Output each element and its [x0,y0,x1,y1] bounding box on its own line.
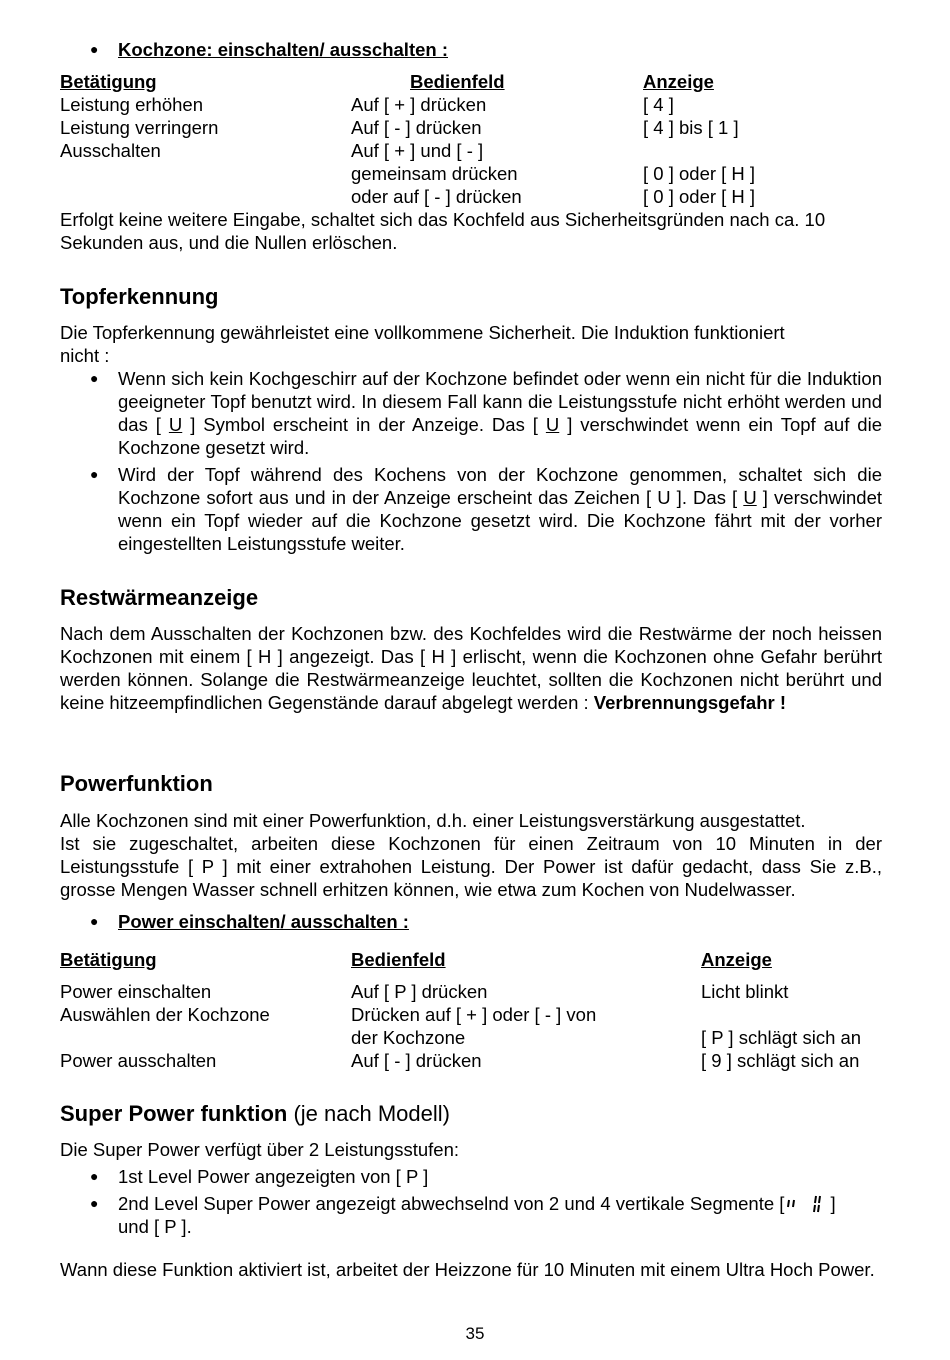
table-cell: [ 9 ] schlägt sich an [701,1050,860,1071]
heading-topferkennung: Topferkennung [60,284,219,309]
topf-intro: nicht : [60,345,110,366]
kochzone-bullet-title: Kochzone: einschalten/ ausschalten : [118,39,448,60]
table-cell: Auf [ - ] drücken [351,1050,482,1071]
vertical-segments-icon [784,1194,830,1216]
table-cell: Licht blinkt [701,981,789,1002]
restwaerme-paragraph: Nach dem Ausschalten der Kochzonen bzw. des Kochfeldes wird die Restwärme der noch heissen Kochzonen mit einem [ H ] angezeigt. Das [ H ] erlischt, wenn die Kochzonen ohne Gefahr berührt werden können. Solange die Restwärmeanzeige leuchtet, sollten die Kochzonen nicht berührt und keine hitzeempfindlichen Gegenstände darauf abgelegt werden : Verbrennungsgefahr ! [60,623,882,713]
safety-note-line: Sekunden aus, und die Nullen erlöschen. [60,232,398,253]
table-cell: gemeinsam drücken [351,163,518,184]
table-cell: [ 4 ] [643,94,674,115]
col-header-bedienfeld: Bedienfeld [351,949,446,970]
col-header-bedienfeld: Bedienfeld [410,71,505,92]
table-cell: Auf [ P ] drücken [351,981,488,1002]
bullet-icon: ● [90,913,99,929]
topf-bullet-1: Wenn sich kein Kochgeschirr auf der Kochzone befindet oder wenn ein nicht für die Induktion geeigneter Topf benutzt wird. In diesem Fall kann die Leistungsstufe nicht erhöht werden und das [ U ] Symbol erscheint in der Anzeige. Das [ U ] verschwindet wenn ein Topf auf die Kochzone gesetzt wird. [118,368,882,458]
table-cell: Auf [ + ] und [ - ] [351,140,484,161]
super-bullet-2-cont: und [ P ]. [118,1216,192,1237]
super-bullet-1: 1st Level Power angezeigten von [ P ] [118,1166,429,1187]
col-header-betaetigung: Betätigung [60,71,157,92]
col-header-anzeige: Anzeige [643,71,714,92]
safety-note-line: Erfolgt keine weitere Eingabe, schaltet sich das Kochfeld aus Sicherheitsgründen nach ca. 10 [60,209,826,230]
col-header-anzeige: Anzeige [701,949,772,970]
col-header-betaetigung: Betätigung [60,949,157,970]
bullet-icon: ● [90,466,99,482]
super-intro: Die Super Power verfügt über 2 Leistungsstufen: [60,1139,460,1160]
topf-intro: Die Topferkennung gewährleistet eine vollkommene Sicherheit. Die Induktion funktioniert [60,322,785,343]
heading-restwaermeanzeige: Restwärmeanzeige [60,585,259,610]
power-paragraph: Ist sie zugeschaltet, arbeiten diese Kochzonen für einen Zeitraum von 10 Minuten in der Leistungsstufe [ P ] mit einer extrahohen Leistung. Der Power ist dafür gedacht, dass Sie z.B., grosse Mengen Wasser schnell erhitzen können, wie etwa zum Kochen von Nudelwasser. [60,833,882,900]
page-number: 35 [465,1324,485,1343]
topf-bullet-2: Wird der Topf während des Kochens von der Kochzone genommen, schaltet sich die Kochzone sofort aus und in der Anzeige erscheint das Zeichen [ U ]. Das [ U ] verschwindet wenn ein Topf wieder auf die Kochzone gesetzt wird. Die Kochzone fährt mit der vorher eingestellten Leistungsstufe weiter. [118,464,883,554]
table-cell: [ P ] schlägt sich an [701,1027,862,1048]
table-cell: Power einschalten [60,981,212,1002]
bullet-icon: ● [90,41,99,57]
bullet-icon: ● [90,1168,99,1184]
table-cell: [ 0 ] oder [ H ] [643,163,756,184]
table-cell: Auswählen der Kochzone [60,1004,270,1025]
power-bullet-title: Power einschalten/ ausschalten : [118,911,409,932]
table-cell: [ 4 ] bis [ 1 ] [643,117,739,138]
table-cell: Auf [ - ] drücken [351,117,482,138]
table-cell: Leistung erhöhen [60,94,203,115]
table-cell: Power ausschalten [60,1050,217,1071]
super-final-paragraph: Wann diese Funktion aktiviert ist, arbeitet der Heizzone für 10 Minuten mit einem Ultra Hoch Power. [60,1259,875,1280]
bullet-icon: ● [90,370,99,386]
table-cell: Leistung verringern [60,117,219,138]
power-line: Alle Kochzonen sind mit einer Powerfunktion, d.h. einer Leistungsverstärkung ausgestattet. [60,810,806,831]
heading-super-power: Super Power funktion (je nach Modell) [60,1101,450,1126]
heading-powerfunktion: Powerfunktion [60,771,213,796]
table-cell: Ausschalten [60,140,161,161]
table-cell: oder auf [ - ] drücken [351,186,522,207]
bullet-icon: ● [90,1195,99,1211]
table-cell: [ 0 ] oder [ H ] [643,186,756,207]
super-bullet-2: 2nd Level Super Power angezeigt abwechselnd von 2 und 4 vertikale Segmente [ ] [118,1192,836,1216]
table-cell: Auf [ + ] drücken [351,94,487,115]
table-cell: der Kochzone [351,1027,466,1048]
table-cell: Drücken auf [ + ] oder [ - ] von [351,1004,597,1025]
